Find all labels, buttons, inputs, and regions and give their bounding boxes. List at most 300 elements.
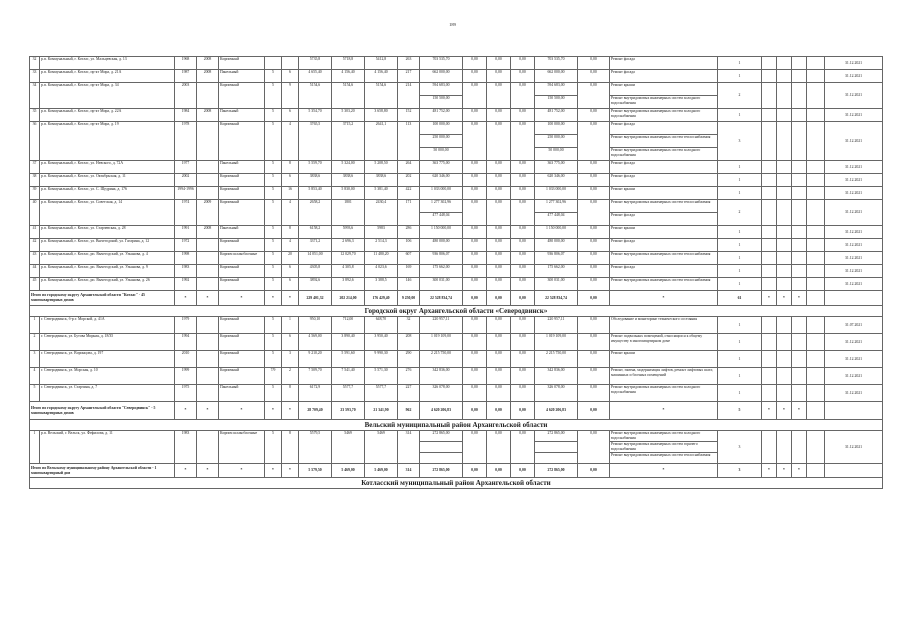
living-area-cell: 5154,6	[332, 83, 365, 109]
total-area-sum: 5 579,50	[299, 464, 332, 478]
total-placeholder: *	[792, 464, 807, 478]
entrances-cell: 20	[282, 252, 299, 265]
blank-cell	[777, 200, 792, 226]
blank-cell	[762, 385, 777, 402]
deadline-cell: 31.12.2021	[825, 226, 883, 239]
blank-cell	[777, 351, 792, 368]
address-cell: г. Северодвинск, ул. Бутова Мирная, д. 18/35	[40, 334, 175, 351]
cost-cell: 300 031,00	[420, 278, 463, 291]
row-number: 45	[30, 278, 40, 291]
cost-sum: 272 865,00	[420, 464, 463, 478]
residents-cell: 263	[398, 57, 420, 70]
work-type-cell: Ремонт крыши	[610, 187, 718, 200]
floors-cell: 7/9	[265, 368, 282, 385]
blank-cell	[807, 265, 825, 278]
year-privatized-cell	[197, 161, 219, 174]
blank-cell	[807, 334, 825, 351]
total-area-cell: 3765,5	[299, 122, 332, 161]
fund-cell: 0,00	[463, 239, 487, 252]
capital-repair-table	[29, 56, 883, 489]
wall-material-cell: Панельный	[219, 385, 265, 402]
living-area-cell: 5469	[332, 431, 365, 464]
year-privatized-cell	[197, 431, 219, 464]
floors-cell: 5	[265, 83, 282, 109]
owned-area-cell: 5 381,40	[365, 187, 398, 200]
total-placeholder: *	[175, 291, 197, 306]
total-area-cell: 4305,8	[299, 265, 332, 278]
blank-cell	[777, 70, 792, 83]
blank-cell	[807, 174, 825, 187]
year-privatized-cell	[197, 83, 219, 109]
regional-cell: 0,00	[487, 385, 511, 402]
row-number: 41	[30, 226, 40, 239]
deadline-cell: 31.12.2021	[825, 161, 883, 174]
wall-material-cell: Кирпичный	[219, 83, 265, 109]
year-privatized-cell	[197, 174, 219, 187]
unit-cost-cell: 0,00	[578, 239, 610, 252]
regional-sum: 0,00	[487, 291, 511, 306]
row-number: 40	[30, 200, 40, 226]
local-cell: 0,00	[511, 174, 535, 187]
cost-sum: 22 528 834,74	[420, 291, 463, 306]
unit-cost-cell: 0,00	[578, 57, 610, 70]
floors-cell: 5	[265, 252, 282, 265]
section-header-row	[30, 420, 883, 431]
blank-cell	[777, 317, 792, 334]
entrances-cell	[282, 57, 299, 70]
work-type-cell: Обследование и мониторинг технического состояния	[610, 317, 718, 334]
regional-cell: 0,00	[487, 239, 511, 252]
entrances-cell: 1	[282, 317, 299, 334]
living-area-sum: 23 593,70	[332, 402, 365, 420]
blank-cell	[762, 351, 777, 368]
wall-material-cell: Кирпичный	[219, 174, 265, 187]
deadline-cell: 31.12.2021	[825, 265, 883, 278]
living-area-sum: 5 469,00	[332, 464, 365, 478]
total-area-cell: 9 210,20	[299, 351, 332, 368]
blank-cell	[807, 291, 825, 306]
fund-cell: 0,00	[463, 174, 487, 187]
owners-funds-cell: 175 662,00	[535, 265, 578, 278]
table-row	[30, 265, 883, 278]
wall-material-cell: Панельный	[219, 109, 265, 122]
row-number: 1	[30, 317, 40, 334]
fund-cell: 0,00	[463, 187, 487, 200]
blank-cell	[762, 83, 777, 109]
local-cell: 0,00	[511, 317, 535, 334]
owned-area-cell: 5154,6	[365, 83, 398, 109]
work-count-cell: 1	[718, 109, 762, 122]
work-type-cell: Ремонт внутридомовых инженерных систем теплоснабжения	[610, 200, 718, 213]
entrances-cell: 6	[282, 278, 299, 291]
work-count-cell: 1	[718, 161, 762, 174]
year-privatized-cell: 2008	[197, 109, 219, 122]
living-area-cell: 1801	[332, 200, 365, 226]
floors-cell: 5	[265, 161, 282, 174]
owned-area-cell: 4 156,40	[365, 70, 398, 83]
cost-cell: 1 277 302,96	[420, 200, 463, 213]
owners-funds-cell: 477 448,04	[535, 213, 578, 226]
blank-cell	[807, 278, 825, 291]
residents-cell: 214	[398, 83, 420, 109]
regional-cell: 0,00	[487, 200, 511, 226]
section-header-row	[30, 306, 883, 317]
blank-cell	[792, 265, 807, 278]
regional-cell: 0,00	[487, 174, 511, 187]
blank-cell	[777, 174, 792, 187]
regional-cell: 0,00	[487, 317, 511, 334]
cost-cell: 662 000,00	[420, 70, 463, 83]
deadline-cell: 31.12.2021	[825, 187, 883, 200]
residents-cell: 217	[398, 70, 420, 83]
owned-area-cell: 5983	[365, 226, 398, 239]
table-row	[30, 368, 883, 385]
work-type-cell: Ремонт внутридомовых инженерных систем теплоснабжения	[610, 135, 718, 148]
work-count-cell: 1	[718, 70, 762, 83]
regional-cell: 0,00	[487, 278, 511, 291]
living-area-cell: 12 029,70	[332, 252, 365, 265]
deadline-cell: 31.12.2021	[825, 174, 883, 187]
blank-cell	[762, 200, 777, 226]
work-type-cell: Ремонт крыши	[610, 83, 718, 96]
local-cell: 0,00	[511, 351, 535, 368]
row-number: 3	[30, 351, 40, 368]
work-count-cell: 1	[718, 278, 762, 291]
address-cell: р.п. Коммунальный, г. Котлас, ул. Мальцевская, д. 13	[40, 57, 175, 70]
year-built-cell: 1998	[175, 252, 197, 265]
section-title: Городской округ Архангельской области «Северодвинск»	[30, 306, 883, 317]
owned-area-sum: 21 341,90	[365, 402, 398, 420]
table-row	[30, 187, 883, 200]
work-count-cell: 1	[718, 334, 762, 351]
work-type-cell: Ремонт подвальных помещений, относящихся к общему имуществу в многоквартирном доме	[610, 334, 718, 351]
wall-material-cell: Кирпичный	[219, 265, 265, 278]
total-area-cell: 4 655,40	[299, 70, 332, 83]
blank-cell	[762, 334, 777, 351]
owners-funds-cell: 2 215 750,00	[535, 351, 578, 368]
table-row	[30, 174, 883, 187]
blank-cell	[792, 368, 807, 385]
local-cell: 0,00	[511, 334, 535, 351]
work-count-cell: 1	[718, 226, 762, 239]
unit-cost-cell: 0,00	[578, 385, 610, 402]
blank-cell	[777, 368, 792, 385]
total-area-cell: 2658,2	[299, 200, 332, 226]
blank-cell	[777, 265, 792, 278]
total-placeholder: *	[265, 464, 282, 478]
table-row	[30, 351, 883, 368]
blank-cell	[792, 334, 807, 351]
blank-cell	[792, 431, 807, 464]
fund-cell: 0,00	[463, 57, 487, 70]
fund-cell: 0,00	[463, 368, 487, 385]
blank-cell	[777, 161, 792, 174]
blank-cell	[792, 122, 807, 161]
row-number: 44	[30, 265, 40, 278]
owned-area-sum: 176 429,40	[365, 291, 398, 306]
total-area-cell: 3892,6	[299, 278, 332, 291]
row-number: 35	[30, 109, 40, 122]
residents-cell: 146	[398, 278, 420, 291]
wall-material-cell: Кирпичный	[219, 278, 265, 291]
address-cell: г. Северодвинск, ул. Морская, д. 10	[40, 368, 175, 385]
total-label: Итого по городскому округу Архангельской области "Котлас" - 45 многоквартирных домов	[30, 291, 175, 306]
floors-cell	[265, 57, 282, 70]
residents-cell: 607	[398, 252, 420, 265]
living-area-cell: 3715,2	[332, 122, 365, 161]
blank-cell	[762, 431, 777, 464]
total-area-cell: 3838,6	[299, 174, 332, 187]
year-privatized-cell	[197, 334, 219, 351]
living-area-cell: 712,00	[332, 317, 365, 334]
work-type-cell: Ремонт фасада	[610, 213, 718, 226]
owners-funds-cell: 481 752,00	[535, 109, 578, 122]
total-row	[30, 464, 883, 478]
total-area-sum: 229 401,32	[299, 291, 332, 306]
blank-cell	[762, 109, 777, 122]
blank-cell	[792, 70, 807, 83]
residents-cell: 208	[398, 334, 420, 351]
owners-funds-cell: 1 033 000,00	[535, 187, 578, 200]
residents-cell: 169	[398, 265, 420, 278]
work-type-cell: Ремонт внутридомовых инженерных систем теплоснабжения	[610, 453, 718, 464]
year-privatized-cell	[197, 368, 219, 385]
table-row	[30, 57, 883, 70]
blank-cell	[762, 161, 777, 174]
living-area-cell: 3838,6	[332, 174, 365, 187]
total-placeholder: *	[610, 291, 718, 306]
wall-material-cell: Панельный	[219, 70, 265, 83]
year-privatized-cell: 2009	[197, 200, 219, 226]
local-cell: 0,00	[511, 368, 535, 385]
residents-cell: 113	[398, 122, 420, 161]
total-placeholder: *	[762, 464, 777, 478]
blank-cell	[777, 109, 792, 122]
total-area-cell: 950,10	[299, 317, 332, 334]
cost-cell: 175 662,00	[420, 265, 463, 278]
table-row	[30, 200, 883, 213]
local-cell: 0,00	[511, 431, 535, 464]
work-count-sum: 3	[718, 464, 762, 478]
owners-funds-cell: 150 500,00	[535, 96, 578, 109]
living-area-cell: 5577,7	[332, 385, 365, 402]
regional-cell: 0,00	[487, 109, 511, 122]
cost-cell: 477 448,04	[420, 213, 463, 226]
owners-funds-cell: 1 277 302,96	[535, 200, 578, 213]
regional-cell: 0,00	[487, 265, 511, 278]
address-cell: р.п. Коммунальный, г. Котлас, ул. Старчевская, д. 28	[40, 226, 175, 239]
work-count-sum: 5	[718, 402, 762, 420]
entrances-cell: 4	[282, 122, 299, 161]
owners-funds-cell: 594 683,00	[535, 83, 578, 96]
address-cell: р.п. Коммунальный, г. Котлас, пр-кт Мира, д. 22А	[40, 109, 175, 122]
blank-cell	[792, 226, 807, 239]
work-type-cell: Ремонт внутридомовых инженерных систем холодного водоснабжения	[610, 109, 718, 122]
total-placeholder: *	[762, 291, 777, 306]
blank-cell	[807, 368, 825, 385]
row-number: 2	[30, 334, 40, 351]
fund-cell: 0,00	[463, 317, 487, 334]
deadline-cell: 31.12.2021	[825, 122, 883, 161]
local-cell: 0,00	[511, 109, 535, 122]
total-placeholder: *	[792, 402, 807, 420]
total-area-cell: 3371,2	[299, 239, 332, 252]
deadline-cell: 31.12.2021	[825, 57, 883, 70]
entrances-cell: 2	[282, 368, 299, 385]
floors-cell: 5	[265, 187, 282, 200]
regional-cell: 0,00	[487, 83, 511, 109]
floors-cell: 5	[265, 109, 282, 122]
owners-funds-cell: 703 535,70	[535, 57, 578, 70]
blank-cell	[807, 57, 825, 70]
blank-cell	[807, 161, 825, 174]
total-placeholder: *	[610, 402, 718, 420]
year-privatized-cell	[197, 252, 219, 265]
deadline-cell: 31.12.2021	[825, 431, 883, 464]
work-count-sum: 61	[718, 291, 762, 306]
work-type-cell: Ремонт внутридомовых инженерных систем холодного водоснабжения	[610, 96, 718, 109]
owners-funds-cell: 1 150 000,00	[535, 226, 578, 239]
owned-area-cell: 3 950,40	[365, 334, 398, 351]
unit-cost-cell: 0,00	[578, 200, 610, 226]
blank-cell	[762, 122, 777, 161]
blank-cell	[777, 226, 792, 239]
wall-material-cell: Панельный	[219, 161, 265, 174]
work-count-cell: 1	[718, 57, 762, 70]
residents-cell: 264	[398, 161, 420, 174]
cost-cell: 620 346,00	[420, 174, 463, 187]
fund-cell: 0,00	[463, 70, 487, 83]
living-area-cell: 5 591,60	[332, 351, 365, 368]
blank-cell	[792, 317, 807, 334]
total-area-cell: 5 853,40	[299, 187, 332, 200]
local-cell: 0,00	[511, 278, 535, 291]
cost-cell: 250 000,00	[420, 135, 463, 148]
total-placeholder: *	[219, 464, 265, 478]
address-cell: р.п. Коммунальный, г. Котлас, рп. Вычегодский, ул. Ульянова, д. 26	[40, 278, 175, 291]
table-row	[30, 239, 883, 252]
blank-cell	[777, 57, 792, 70]
year-built-cell: 1999	[175, 368, 197, 385]
table-row	[30, 317, 883, 334]
row-number: 4	[30, 368, 40, 385]
fund-cell: 0,00	[463, 278, 487, 291]
blank-cell	[807, 351, 825, 368]
residents-cell: 276	[398, 368, 420, 385]
cost-cell: 150 500,00	[420, 96, 463, 109]
work-type-cell: Ремонт внутридомовых инженерных систем теплоснабжения	[610, 252, 718, 265]
entrances-cell: 9	[282, 83, 299, 109]
unit-cost-cell: 0,00	[578, 431, 610, 464]
unit-cost-sum: 0,00	[578, 291, 610, 306]
local-cell: 0,00	[511, 252, 535, 265]
blank-cell	[777, 83, 792, 109]
blank-cell	[792, 278, 807, 291]
entrances-cell: 6	[282, 334, 299, 351]
blank-cell	[777, 431, 792, 464]
year-built-cell: 1994	[175, 334, 197, 351]
work-type-cell: Ремонт внутридомовых инженерных систем холодного водоснабжения	[610, 148, 718, 161]
address-cell: р.п. Коммунальный, г. Котлас, ул. Октябрьская, д. 11	[40, 174, 175, 187]
local-cell: 0,00	[511, 70, 535, 83]
year-built-cell: 1987	[175, 70, 197, 83]
owners-funds-cell: 1 019 109,00	[535, 334, 578, 351]
living-area-cell: 4 305,8	[332, 265, 365, 278]
living-area-cell: 2 696,3	[332, 239, 365, 252]
row-number: 36	[30, 122, 40, 161]
year-built-cell: 1984	[175, 109, 197, 122]
blank-cell	[792, 385, 807, 402]
entrances-cell: 6	[282, 174, 299, 187]
regional-cell: 0,00	[487, 351, 511, 368]
blank-cell	[807, 385, 825, 402]
table-row	[30, 109, 883, 122]
living-area-cell: 5 303,20	[332, 109, 365, 122]
regional-cell: 0,00	[487, 431, 511, 464]
floors-cell: 5	[265, 431, 282, 464]
work-type-cell: Ремонт фасада	[610, 57, 718, 70]
residents-sum: 962	[398, 402, 420, 420]
owned-area-cell: 11 480,20	[365, 252, 398, 265]
cost-cell: 2 215 750,00	[420, 351, 463, 368]
residents-cell: 202	[398, 174, 420, 187]
section-title: Котласский муниципальный район Архангельской области	[30, 478, 883, 489]
total-placeholder: *	[197, 291, 219, 306]
owned-area-cell: 2430,4	[365, 200, 398, 226]
entrances-cell: 6	[282, 265, 299, 278]
wall-material-cell: Кирпичный	[219, 317, 265, 334]
cost-cell: 1 033 000,00	[420, 187, 463, 200]
deadline-cell: 31.12.2021	[825, 239, 883, 252]
residents-cell: 171	[398, 200, 420, 226]
work-type-cell: Ремонт внутридомовых инженерных систем холодного водоснабжения	[610, 385, 718, 402]
local-sum: 0,00	[511, 402, 535, 420]
work-count-cell: 1	[718, 265, 762, 278]
living-area-cell: 5718,8	[332, 57, 365, 70]
blank-cell	[792, 57, 807, 70]
blank-cell	[792, 351, 807, 368]
unit-cost-cell: 0,00	[578, 109, 610, 122]
owners-funds-cell: 272 865,00	[535, 431, 578, 442]
owned-area-cell: 3838,6	[365, 174, 398, 187]
entrances-cell: 4	[282, 239, 299, 252]
local-cell: 0,00	[511, 122, 535, 161]
regional-cell: 0,00	[487, 187, 511, 200]
cost-cell: 1 019 109,00	[420, 334, 463, 351]
blank-cell	[762, 252, 777, 265]
blank-cell	[762, 368, 777, 385]
floors-cell: 5	[265, 226, 282, 239]
entrances-cell: 8	[282, 385, 299, 402]
owners-funds-cell: 326 078,00	[535, 385, 578, 402]
table-row	[30, 161, 883, 174]
residents-sum: 9 250,00	[398, 291, 420, 306]
year-privatized-cell	[197, 239, 219, 252]
section-header-row	[30, 478, 883, 489]
entrances-cell: 8	[282, 226, 299, 239]
address-cell: г. Северодвинск, ул. Старчина, д. 7	[40, 385, 175, 402]
regional-cell: 0,00	[487, 122, 511, 161]
owners-funds-cell: 300 031,00	[535, 278, 578, 291]
total-placeholder: *	[762, 402, 777, 420]
deadline-cell: 31.12.2021	[825, 252, 883, 265]
total-area-sum: 28 709,40	[299, 402, 332, 420]
owned-area-sum: 5 469,00	[365, 464, 398, 478]
fund-cell: 0,00	[463, 226, 487, 239]
total-placeholder: *	[219, 291, 265, 306]
living-area-cell: 4 156,40	[332, 70, 365, 83]
cost-sum: 4 620 206,83	[420, 402, 463, 420]
